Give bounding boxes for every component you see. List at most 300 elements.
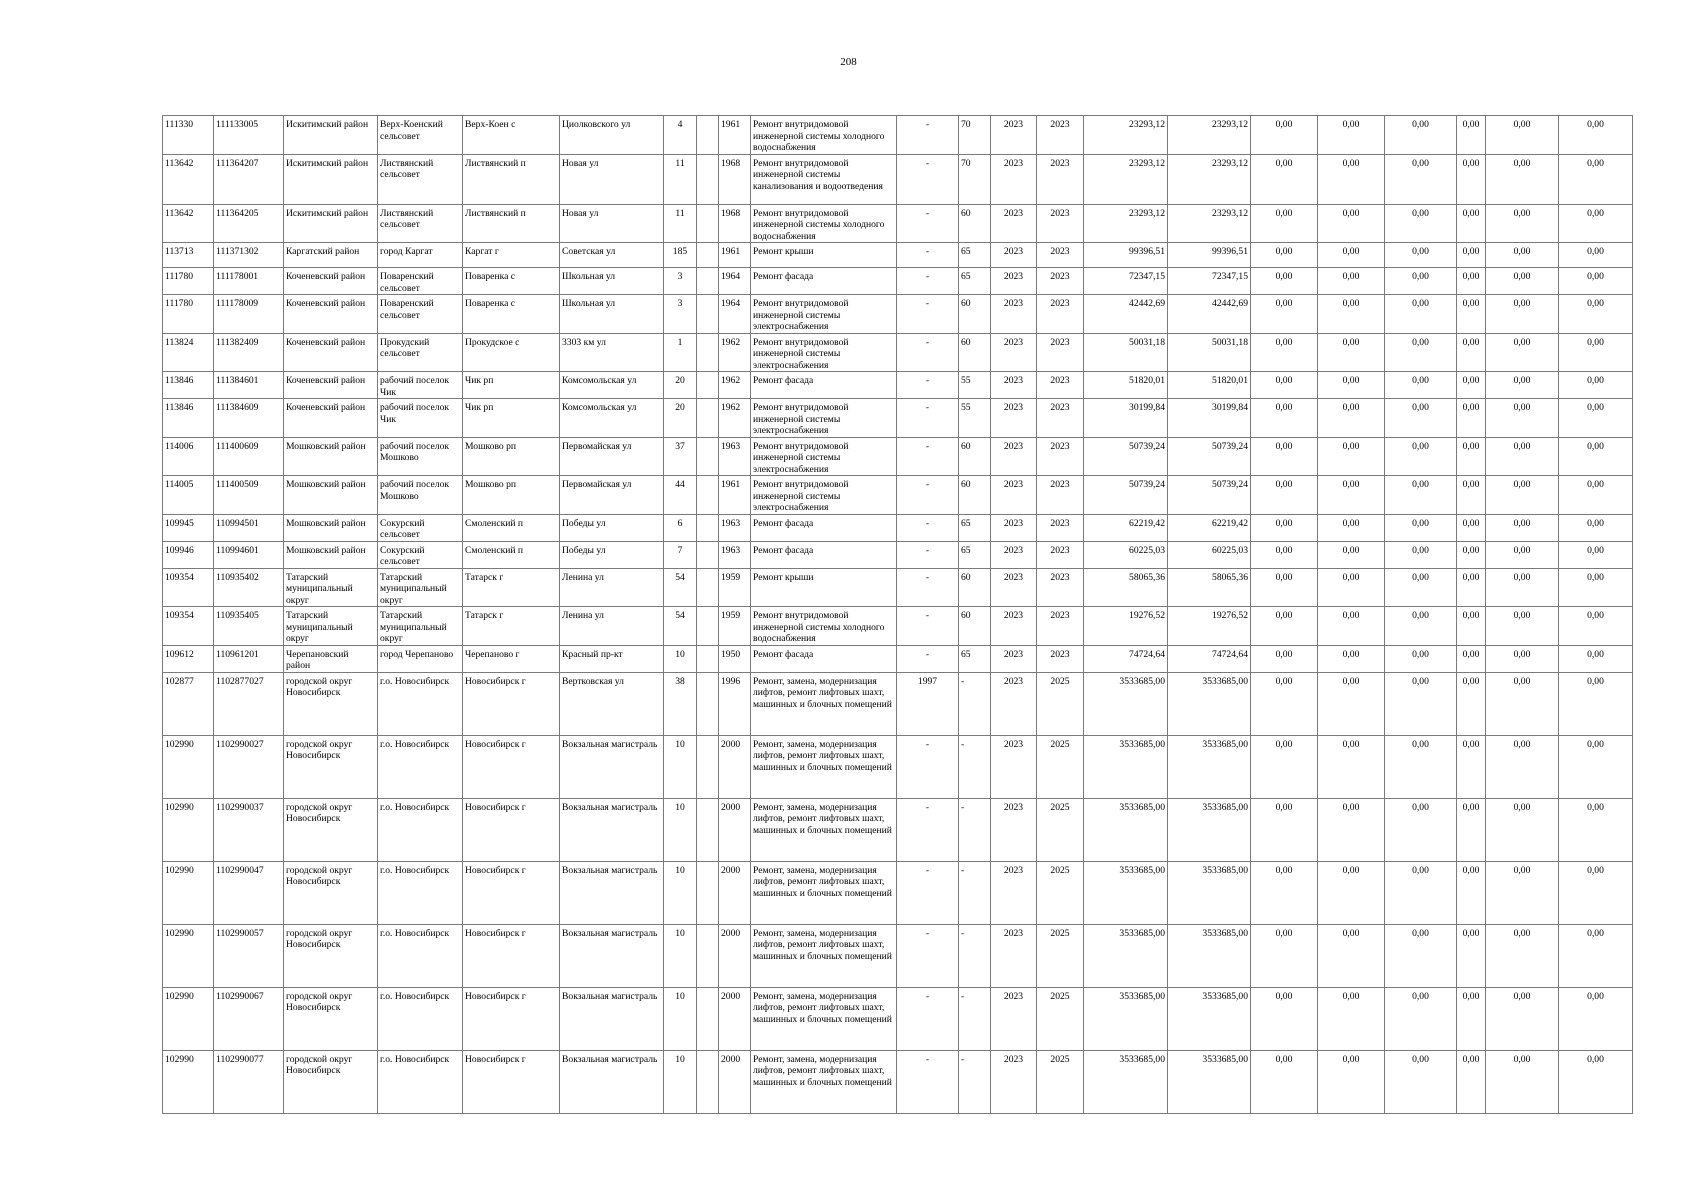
cell-street: 3303 км ул — [560, 333, 664, 372]
cell-regional-funds: 0,00 — [1318, 437, 1385, 476]
cell-other-funds: 0,00 — [1486, 204, 1559, 243]
cell-start-year: 2023 — [991, 437, 1037, 476]
cell-owner-funds: 0,00 — [1457, 568, 1486, 607]
cell-federal-funds: 0,00 — [1251, 204, 1318, 243]
cell-extra-funds: 0,00 — [1559, 437, 1633, 476]
cell-work-type: Ремонт внутридомовой инженерной системы электроснабжения — [751, 333, 897, 372]
cell-building-number — [697, 607, 719, 646]
cell-municipal-district: городской округ Новосибирск — [284, 1050, 378, 1113]
cell-federal-funds: 0,00 — [1251, 154, 1318, 204]
cell-building-number — [697, 154, 719, 204]
cell-municipal-settlement: г.о. Новосибирск — [378, 1050, 463, 1113]
cell-total-cost: 3533685,00 — [1084, 735, 1168, 798]
table-row — [163, 1050, 1633, 1113]
cell-municipal-district: Татарский муниципальный округ — [284, 568, 378, 607]
cell-total-cost: 19276,52 — [1084, 607, 1168, 646]
cell-work-id: 111384609 — [214, 399, 284, 438]
cell-municipal-district: Искитимский район — [284, 116, 378, 155]
cell-building-number — [697, 735, 719, 798]
cell-local-funds: 0,00 — [1385, 1050, 1457, 1113]
cell-object-id: 113642 — [163, 204, 214, 243]
cell-municipal-settlement: Листвянский сельсовет — [378, 204, 463, 243]
cell-regional-funds: 0,00 — [1318, 541, 1385, 568]
cell-locality: Татарск г — [463, 568, 560, 607]
cell-wear-percent: - — [959, 672, 991, 735]
cell-work-type: Ремонт внутридомовой инженерной системы канализования и водоотведения — [751, 154, 897, 204]
cell-regional-funds: 0,00 — [1318, 154, 1385, 204]
cell-house-number: 11 — [664, 154, 697, 204]
cell-wear-percent: 60 — [959, 437, 991, 476]
cell-object-id: 113713 — [163, 243, 214, 268]
cell-house-number: 6 — [664, 514, 697, 541]
cell-locality: Верх-Коен с — [463, 116, 560, 155]
cell-fund-cost: 3533685,00 — [1168, 861, 1251, 924]
cell-regional-funds: 0,00 — [1318, 735, 1385, 798]
cell-year-built: 1964 — [719, 295, 751, 334]
cell-municipal-district: городской округ Новосибирск — [284, 735, 378, 798]
cell-street: Первомайская ул — [560, 437, 664, 476]
cell-locality: Поваренка с — [463, 268, 560, 295]
cell-street: Вокзальная магистраль — [560, 861, 664, 924]
cell-year-built: 1962 — [719, 333, 751, 372]
cell-regional-funds: 0,00 — [1318, 372, 1385, 399]
cell-federal-funds: 0,00 — [1251, 514, 1318, 541]
cell-commissioning-year: - — [897, 116, 959, 155]
cell-street: Ленина ул — [560, 568, 664, 607]
cell-total-cost: 30199,84 — [1084, 399, 1168, 438]
cell-house-number: 20 — [664, 372, 697, 399]
cell-end-year: 2023 — [1037, 607, 1084, 646]
cell-commissioning-year: - — [897, 645, 959, 672]
cell-commissioning-year: - — [897, 607, 959, 646]
cell-municipal-district: городской округ Новосибирск — [284, 861, 378, 924]
cell-owner-funds: 0,00 — [1457, 295, 1486, 334]
cell-local-funds: 0,00 — [1385, 924, 1457, 987]
cell-house-number: 10 — [664, 924, 697, 987]
cell-street: Красный пр-кт — [560, 645, 664, 672]
cell-municipal-settlement: город Каргат — [378, 243, 463, 268]
cell-total-cost: 50739,24 — [1084, 476, 1168, 515]
cell-work-id: 111364205 — [214, 204, 284, 243]
cell-work-type: Ремонт фасада — [751, 645, 897, 672]
cell-work-id: 111382409 — [214, 333, 284, 372]
cell-other-funds: 0,00 — [1486, 541, 1559, 568]
cell-extra-funds: 0,00 — [1559, 154, 1633, 204]
cell-year-built: 2000 — [719, 1050, 751, 1113]
cell-house-number: 3 — [664, 295, 697, 334]
cell-total-cost: 51820,01 — [1084, 372, 1168, 399]
cell-extra-funds: 0,00 — [1559, 399, 1633, 438]
cell-fund-cost: 30199,84 — [1168, 399, 1251, 438]
cell-extra-funds: 0,00 — [1559, 295, 1633, 334]
cell-building-number — [697, 645, 719, 672]
cell-municipal-settlement: Сокурский сельсовет — [378, 541, 463, 568]
cell-owner-funds: 0,00 — [1457, 672, 1486, 735]
cell-total-cost: 42442,69 — [1084, 295, 1168, 334]
cell-work-type: Ремонт фасада — [751, 541, 897, 568]
cell-local-funds: 0,00 — [1385, 372, 1457, 399]
cell-fund-cost: 50031,18 — [1168, 333, 1251, 372]
cell-start-year: 2023 — [991, 116, 1037, 155]
cell-other-funds: 0,00 — [1486, 437, 1559, 476]
cell-regional-funds: 0,00 — [1318, 607, 1385, 646]
cell-regional-funds: 0,00 — [1318, 645, 1385, 672]
cell-object-id: 102990 — [163, 924, 214, 987]
cell-work-type: Ремонт внутридомовой инженерной системы электроснабжения — [751, 476, 897, 515]
cell-work-id: 1102990077 — [214, 1050, 284, 1113]
cell-owner-funds: 0,00 — [1457, 333, 1486, 372]
cell-fund-cost: 50739,24 — [1168, 476, 1251, 515]
cell-work-id: 110994601 — [214, 541, 284, 568]
cell-federal-funds: 0,00 — [1251, 798, 1318, 861]
cell-municipal-settlement: город Черепаново — [378, 645, 463, 672]
cell-regional-funds: 0,00 — [1318, 243, 1385, 268]
cell-end-year: 2025 — [1037, 924, 1084, 987]
page-number: 208 — [840, 56, 857, 68]
cell-regional-funds: 0,00 — [1318, 295, 1385, 334]
cell-work-id: 110961201 — [214, 645, 284, 672]
cell-local-funds: 0,00 — [1385, 437, 1457, 476]
cell-owner-funds: 0,00 — [1457, 1050, 1486, 1113]
cell-object-id: 102990 — [163, 987, 214, 1050]
cell-year-built: 1961 — [719, 476, 751, 515]
cell-commissioning-year: 1997 — [897, 672, 959, 735]
cell-wear-percent: 55 — [959, 399, 991, 438]
cell-wear-percent: 55 — [959, 372, 991, 399]
cell-locality: Чик рп — [463, 372, 560, 399]
cell-year-built: 1962 — [719, 399, 751, 438]
cell-fund-cost: 3533685,00 — [1168, 924, 1251, 987]
cell-work-type: Ремонт внутридомовой инженерной системы электроснабжения — [751, 437, 897, 476]
cell-municipal-district: Мошковский район — [284, 476, 378, 515]
cell-start-year: 2023 — [991, 798, 1037, 861]
cell-work-type: Ремонт, замена, модернизация лифтов, ремонт лифтовых шахт, машинных и блочных помещений — [751, 861, 897, 924]
cell-work-type: Ремонт фасада — [751, 514, 897, 541]
cell-year-built: 1963 — [719, 541, 751, 568]
cell-regional-funds: 0,00 — [1318, 1050, 1385, 1113]
cell-street: Комсомольская ул — [560, 399, 664, 438]
cell-extra-funds: 0,00 — [1559, 672, 1633, 735]
cell-commissioning-year: - — [897, 295, 959, 334]
cell-street: Вокзальная магистраль — [560, 798, 664, 861]
cell-building-number — [697, 476, 719, 515]
cell-fund-cost: 51820,01 — [1168, 372, 1251, 399]
cell-locality: Новосибирск г — [463, 672, 560, 735]
cell-local-funds: 0,00 — [1385, 204, 1457, 243]
cell-regional-funds: 0,00 — [1318, 987, 1385, 1050]
cell-end-year: 2023 — [1037, 514, 1084, 541]
cell-start-year: 2023 — [991, 204, 1037, 243]
cell-federal-funds: 0,00 — [1251, 476, 1318, 515]
cell-extra-funds: 0,00 — [1559, 798, 1633, 861]
cell-street: Новая ул — [560, 204, 664, 243]
cell-municipal-district: Коченевский район — [284, 268, 378, 295]
cell-extra-funds: 0,00 — [1559, 568, 1633, 607]
cell-local-funds: 0,00 — [1385, 987, 1457, 1050]
cell-municipal-settlement: рабочий поселок Чик — [378, 399, 463, 438]
cell-federal-funds: 0,00 — [1251, 399, 1318, 438]
cell-house-number: 11 — [664, 204, 697, 243]
table-row — [163, 333, 1633, 372]
cell-commissioning-year: - — [897, 372, 959, 399]
cell-wear-percent: - — [959, 924, 991, 987]
cell-owner-funds: 0,00 — [1457, 735, 1486, 798]
cell-street: Первомайская ул — [560, 476, 664, 515]
cell-other-funds: 0,00 — [1486, 116, 1559, 155]
cell-start-year: 2023 — [991, 399, 1037, 438]
cell-object-id: 111780 — [163, 295, 214, 334]
cell-regional-funds: 0,00 — [1318, 399, 1385, 438]
cell-building-number — [697, 333, 719, 372]
cell-start-year: 2023 — [991, 924, 1037, 987]
cell-other-funds: 0,00 — [1486, 645, 1559, 672]
cell-year-built: 1996 — [719, 672, 751, 735]
cell-extra-funds: 0,00 — [1559, 116, 1633, 155]
cell-year-built: 1963 — [719, 437, 751, 476]
cell-extra-funds: 0,00 — [1559, 645, 1633, 672]
cell-wear-percent: 65 — [959, 243, 991, 268]
cell-start-year: 2023 — [991, 243, 1037, 268]
cell-commissioning-year: - — [897, 333, 959, 372]
cell-fund-cost: 3533685,00 — [1168, 798, 1251, 861]
cell-wear-percent: 65 — [959, 645, 991, 672]
cell-house-number: 10 — [664, 987, 697, 1050]
cell-fund-cost: 23293,12 — [1168, 154, 1251, 204]
cell-work-id: 1102990037 — [214, 798, 284, 861]
cell-local-funds: 0,00 — [1385, 645, 1457, 672]
table-row — [163, 798, 1633, 861]
cell-fund-cost: 60225,03 — [1168, 541, 1251, 568]
cell-work-id: 110935402 — [214, 568, 284, 607]
cell-other-funds: 0,00 — [1486, 735, 1559, 798]
cell-work-type: Ремонт фасада — [751, 372, 897, 399]
cell-year-built: 1961 — [719, 116, 751, 155]
cell-federal-funds: 0,00 — [1251, 372, 1318, 399]
cell-municipal-settlement: Сокурский сельсовет — [378, 514, 463, 541]
cell-building-number — [697, 672, 719, 735]
cell-regional-funds: 0,00 — [1318, 333, 1385, 372]
cell-other-funds: 0,00 — [1486, 607, 1559, 646]
cell-municipal-district: Искитимский район — [284, 154, 378, 204]
cell-street: Вокзальная магистраль — [560, 1050, 664, 1113]
cell-start-year: 2023 — [991, 154, 1037, 204]
cell-municipal-settlement: г.о. Новосибирск — [378, 672, 463, 735]
cell-start-year: 2023 — [991, 645, 1037, 672]
cell-commissioning-year: - — [897, 861, 959, 924]
cell-federal-funds: 0,00 — [1251, 735, 1318, 798]
cell-object-id: 102990 — [163, 735, 214, 798]
cell-end-year: 2025 — [1037, 861, 1084, 924]
cell-house-number: 185 — [664, 243, 697, 268]
cell-municipal-settlement: Листвянский сельсовет — [378, 154, 463, 204]
cell-year-built: 1964 — [719, 268, 751, 295]
cell-street: Вокзальная магистраль — [560, 987, 664, 1050]
cell-locality: Новосибирск г — [463, 924, 560, 987]
cell-locality: Листвянский п — [463, 204, 560, 243]
cell-owner-funds: 0,00 — [1457, 645, 1486, 672]
cell-house-number: 10 — [664, 1050, 697, 1113]
cell-building-number — [697, 437, 719, 476]
cell-start-year: 2023 — [991, 541, 1037, 568]
cell-street: Победы ул — [560, 541, 664, 568]
cell-municipal-district: Коченевский район — [284, 333, 378, 372]
table-row — [163, 204, 1633, 243]
cell-end-year: 2023 — [1037, 116, 1084, 155]
cell-total-cost: 3533685,00 — [1084, 987, 1168, 1050]
cell-object-id: 102990 — [163, 1050, 214, 1113]
cell-wear-percent: 70 — [959, 116, 991, 155]
cell-object-id: 102990 — [163, 861, 214, 924]
cell-commissioning-year: - — [897, 204, 959, 243]
cell-commissioning-year: - — [897, 924, 959, 987]
cell-work-type: Ремонт, замена, модернизация лифтов, ремонт лифтовых шахт, машинных и блочных помещений — [751, 987, 897, 1050]
cell-end-year: 2023 — [1037, 268, 1084, 295]
cell-extra-funds: 0,00 — [1559, 204, 1633, 243]
cell-municipal-district: Коченевский район — [284, 399, 378, 438]
table-row — [163, 514, 1633, 541]
cell-work-type: Ремонт крыши — [751, 568, 897, 607]
cell-total-cost: 3533685,00 — [1084, 1050, 1168, 1113]
cell-fund-cost: 3533685,00 — [1168, 672, 1251, 735]
cell-total-cost: 3533685,00 — [1084, 672, 1168, 735]
cell-house-number: 10 — [664, 645, 697, 672]
cell-locality: Чик рп — [463, 399, 560, 438]
cell-fund-cost: 58065,36 — [1168, 568, 1251, 607]
cell-work-type: Ремонт фасада — [751, 268, 897, 295]
table-row — [163, 924, 1633, 987]
cell-local-funds: 0,00 — [1385, 541, 1457, 568]
cell-end-year: 2025 — [1037, 798, 1084, 861]
cell-start-year: 2023 — [991, 1050, 1037, 1113]
cell-municipal-district: Коченевский район — [284, 295, 378, 334]
cell-street: Циолковского ул — [560, 116, 664, 155]
cell-year-built: 1961 — [719, 243, 751, 268]
cell-owner-funds: 0,00 — [1457, 268, 1486, 295]
cell-end-year: 2023 — [1037, 154, 1084, 204]
cell-local-funds: 0,00 — [1385, 154, 1457, 204]
cell-work-id: 1102990027 — [214, 735, 284, 798]
cell-end-year: 2023 — [1037, 372, 1084, 399]
cell-work-id: 111384601 — [214, 372, 284, 399]
cell-federal-funds: 0,00 — [1251, 541, 1318, 568]
cell-work-id: 111400509 — [214, 476, 284, 515]
cell-start-year: 2023 — [991, 735, 1037, 798]
cell-other-funds: 0,00 — [1486, 987, 1559, 1050]
cell-work-id: 1102990067 — [214, 987, 284, 1050]
cell-wear-percent: 65 — [959, 514, 991, 541]
cell-commissioning-year: - — [897, 735, 959, 798]
cell-total-cost: 74724,64 — [1084, 645, 1168, 672]
cell-municipal-district: городской округ Новосибирск — [284, 987, 378, 1050]
table-row — [163, 372, 1633, 399]
cell-work-type: Ремонт внутридомовой инженерной системы холодного водоснабжения — [751, 204, 897, 243]
cell-year-built: 2000 — [719, 735, 751, 798]
cell-work-id: 111371302 — [214, 243, 284, 268]
cell-extra-funds: 0,00 — [1559, 735, 1633, 798]
capital-repair-table — [162, 115, 1633, 1114]
cell-street: Ленина ул — [560, 607, 664, 646]
cell-fund-cost: 3533685,00 — [1168, 735, 1251, 798]
cell-regional-funds: 0,00 — [1318, 514, 1385, 541]
cell-start-year: 2023 — [991, 607, 1037, 646]
cell-other-funds: 0,00 — [1486, 154, 1559, 204]
cell-owner-funds: 0,00 — [1457, 607, 1486, 646]
table-row — [163, 607, 1633, 646]
cell-commissioning-year: - — [897, 399, 959, 438]
cell-commissioning-year: - — [897, 987, 959, 1050]
cell-start-year: 2023 — [991, 476, 1037, 515]
cell-year-built: 2000 — [719, 861, 751, 924]
cell-work-type: Ремонт внутридомовой инженерной системы электроснабжения — [751, 295, 897, 334]
cell-locality: Смоленский п — [463, 541, 560, 568]
cell-work-type: Ремонт внутридомовой инженерной системы электроснабжения — [751, 399, 897, 438]
cell-federal-funds: 0,00 — [1251, 437, 1318, 476]
cell-end-year: 2023 — [1037, 333, 1084, 372]
cell-fund-cost: 3533685,00 — [1168, 1050, 1251, 1113]
cell-street: Вертковская ул — [560, 672, 664, 735]
table-row — [163, 861, 1633, 924]
cell-house-number: 54 — [664, 568, 697, 607]
cell-year-built: 1959 — [719, 607, 751, 646]
cell-end-year: 2025 — [1037, 735, 1084, 798]
table-row — [163, 735, 1633, 798]
cell-locality: Каргат г — [463, 243, 560, 268]
cell-end-year: 2023 — [1037, 243, 1084, 268]
cell-fund-cost: 72347,15 — [1168, 268, 1251, 295]
cell-regional-funds: 0,00 — [1318, 268, 1385, 295]
cell-extra-funds: 0,00 — [1559, 514, 1633, 541]
cell-other-funds: 0,00 — [1486, 476, 1559, 515]
cell-locality: Поваренка с — [463, 295, 560, 334]
cell-year-built: 1968 — [719, 154, 751, 204]
cell-year-built: 1963 — [719, 514, 751, 541]
cell-fund-cost: 3533685,00 — [1168, 987, 1251, 1050]
table-row — [163, 672, 1633, 735]
cell-federal-funds: 0,00 — [1251, 924, 1318, 987]
cell-municipal-district: Татарский муниципальный округ — [284, 607, 378, 646]
cell-municipal-settlement: Поваренский сельсовет — [378, 295, 463, 334]
cell-object-id: 114006 — [163, 437, 214, 476]
cell-building-number — [697, 1050, 719, 1113]
cell-owner-funds: 0,00 — [1457, 116, 1486, 155]
cell-municipal-district: Искитимский район — [284, 204, 378, 243]
cell-street: Школьная ул — [560, 295, 664, 334]
cell-municipal-settlement: рабочий поселок Мошково — [378, 476, 463, 515]
cell-municipal-district: Черепановский район — [284, 645, 378, 672]
cell-work-type: Ремонт, замена, модернизация лифтов, ремонт лифтовых шахт, машинных и блочных помещений — [751, 798, 897, 861]
cell-owner-funds: 0,00 — [1457, 372, 1486, 399]
cell-locality: Татарск г — [463, 607, 560, 646]
cell-house-number: 54 — [664, 607, 697, 646]
cell-locality: Новосибирск г — [463, 1050, 560, 1113]
cell-other-funds: 0,00 — [1486, 295, 1559, 334]
cell-building-number — [697, 798, 719, 861]
cell-commissioning-year: - — [897, 243, 959, 268]
table-row — [163, 476, 1633, 515]
cell-work-id: 111178001 — [214, 268, 284, 295]
cell-commissioning-year: - — [897, 476, 959, 515]
cell-other-funds: 0,00 — [1486, 568, 1559, 607]
cell-extra-funds: 0,00 — [1559, 607, 1633, 646]
cell-local-funds: 0,00 — [1385, 568, 1457, 607]
table-row — [163, 541, 1633, 568]
cell-federal-funds: 0,00 — [1251, 243, 1318, 268]
cell-object-id: 111330 — [163, 116, 214, 155]
cell-building-number — [697, 568, 719, 607]
cell-object-id: 111780 — [163, 268, 214, 295]
cell-other-funds: 0,00 — [1486, 1050, 1559, 1113]
cell-local-funds: 0,00 — [1385, 861, 1457, 924]
